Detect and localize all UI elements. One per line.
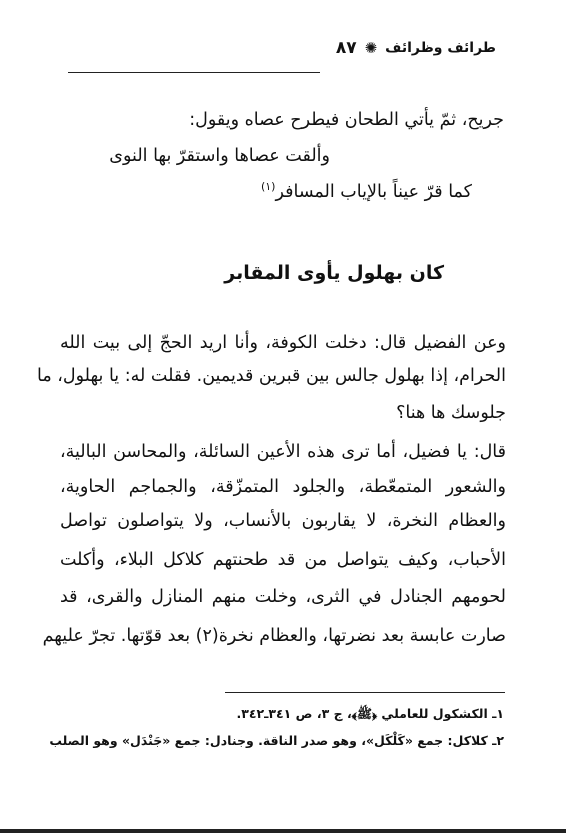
poem-verse-2	[261, 180, 472, 202]
header-divider	[68, 72, 320, 73]
body-line: جلوسك ها هنا؟	[396, 403, 506, 423]
body-line: وعن الفضيل قال: دخلت الكوفة، وأنا اريد الحجّ إلى بيت الله	[60, 333, 506, 353]
footnote-divider	[225, 692, 505, 693]
page-number: ٨٧	[335, 38, 357, 58]
body-line: الأحباب، وكيف يتواصل من قد طحنتهم كلاكل البلاء، وأكلت	[60, 550, 506, 570]
poem-intro: جريح، ثمّ يأتي الطحان فيطرح عصاه ويقول:	[189, 110, 504, 130]
poem-verse-1: وألقت عصاها واستقرّ بها النوى	[109, 146, 330, 166]
body-line: والعظام النخرة، لا يقاربون بالأنساب، ولا يتواصلون تواصل	[60, 511, 506, 531]
footnote-ref-1: (١)	[260, 180, 276, 193]
footnote-1: ١ـ الكشكول للعاملي ﴿ﷺ﴾، ج ٣، ص ٣٤١ـ٣٤٢.	[236, 706, 504, 721]
section-heading: كان بهلول يأوى المقابر	[224, 262, 444, 284]
body-line: قال: يا فضيل، أما ترى هذه الأعين السائلة، والمحاسن البالية،	[60, 442, 506, 462]
body-line: صارت عابسة بعد نضرتها، والعظام نخرة(٢) بعد قوّتها. تجرّ عليهم	[42, 626, 506, 646]
footnote-2: ٢ـ كلاكل: جمع «كَلْكَل»، وهو صدر الناقة. وجنادل: جمع «جَنْدَل» وهو الصلب	[49, 733, 504, 748]
running-header	[336, 38, 496, 58]
body-line: والشعور المتمعّطة، والجلود المتمزّقة، والجماجم الحاوية،	[60, 477, 506, 497]
body-line: الحرام، إذا بهلول جالس بين قبرين قديمين. فقلت له: يا بهلول، ما	[37, 366, 506, 386]
page-edge	[0, 829, 566, 833]
book-title: طرائف وظرائف	[385, 40, 496, 56]
body-line: لحومهم الجنادل في الثرى، وخلت منهم المنازل والقرى، قد	[60, 587, 506, 607]
poem-verse-2-text: كما قرّ عيناً بالإياب المسافر	[275, 181, 472, 202]
ornament-icon: ✺	[364, 38, 378, 57]
